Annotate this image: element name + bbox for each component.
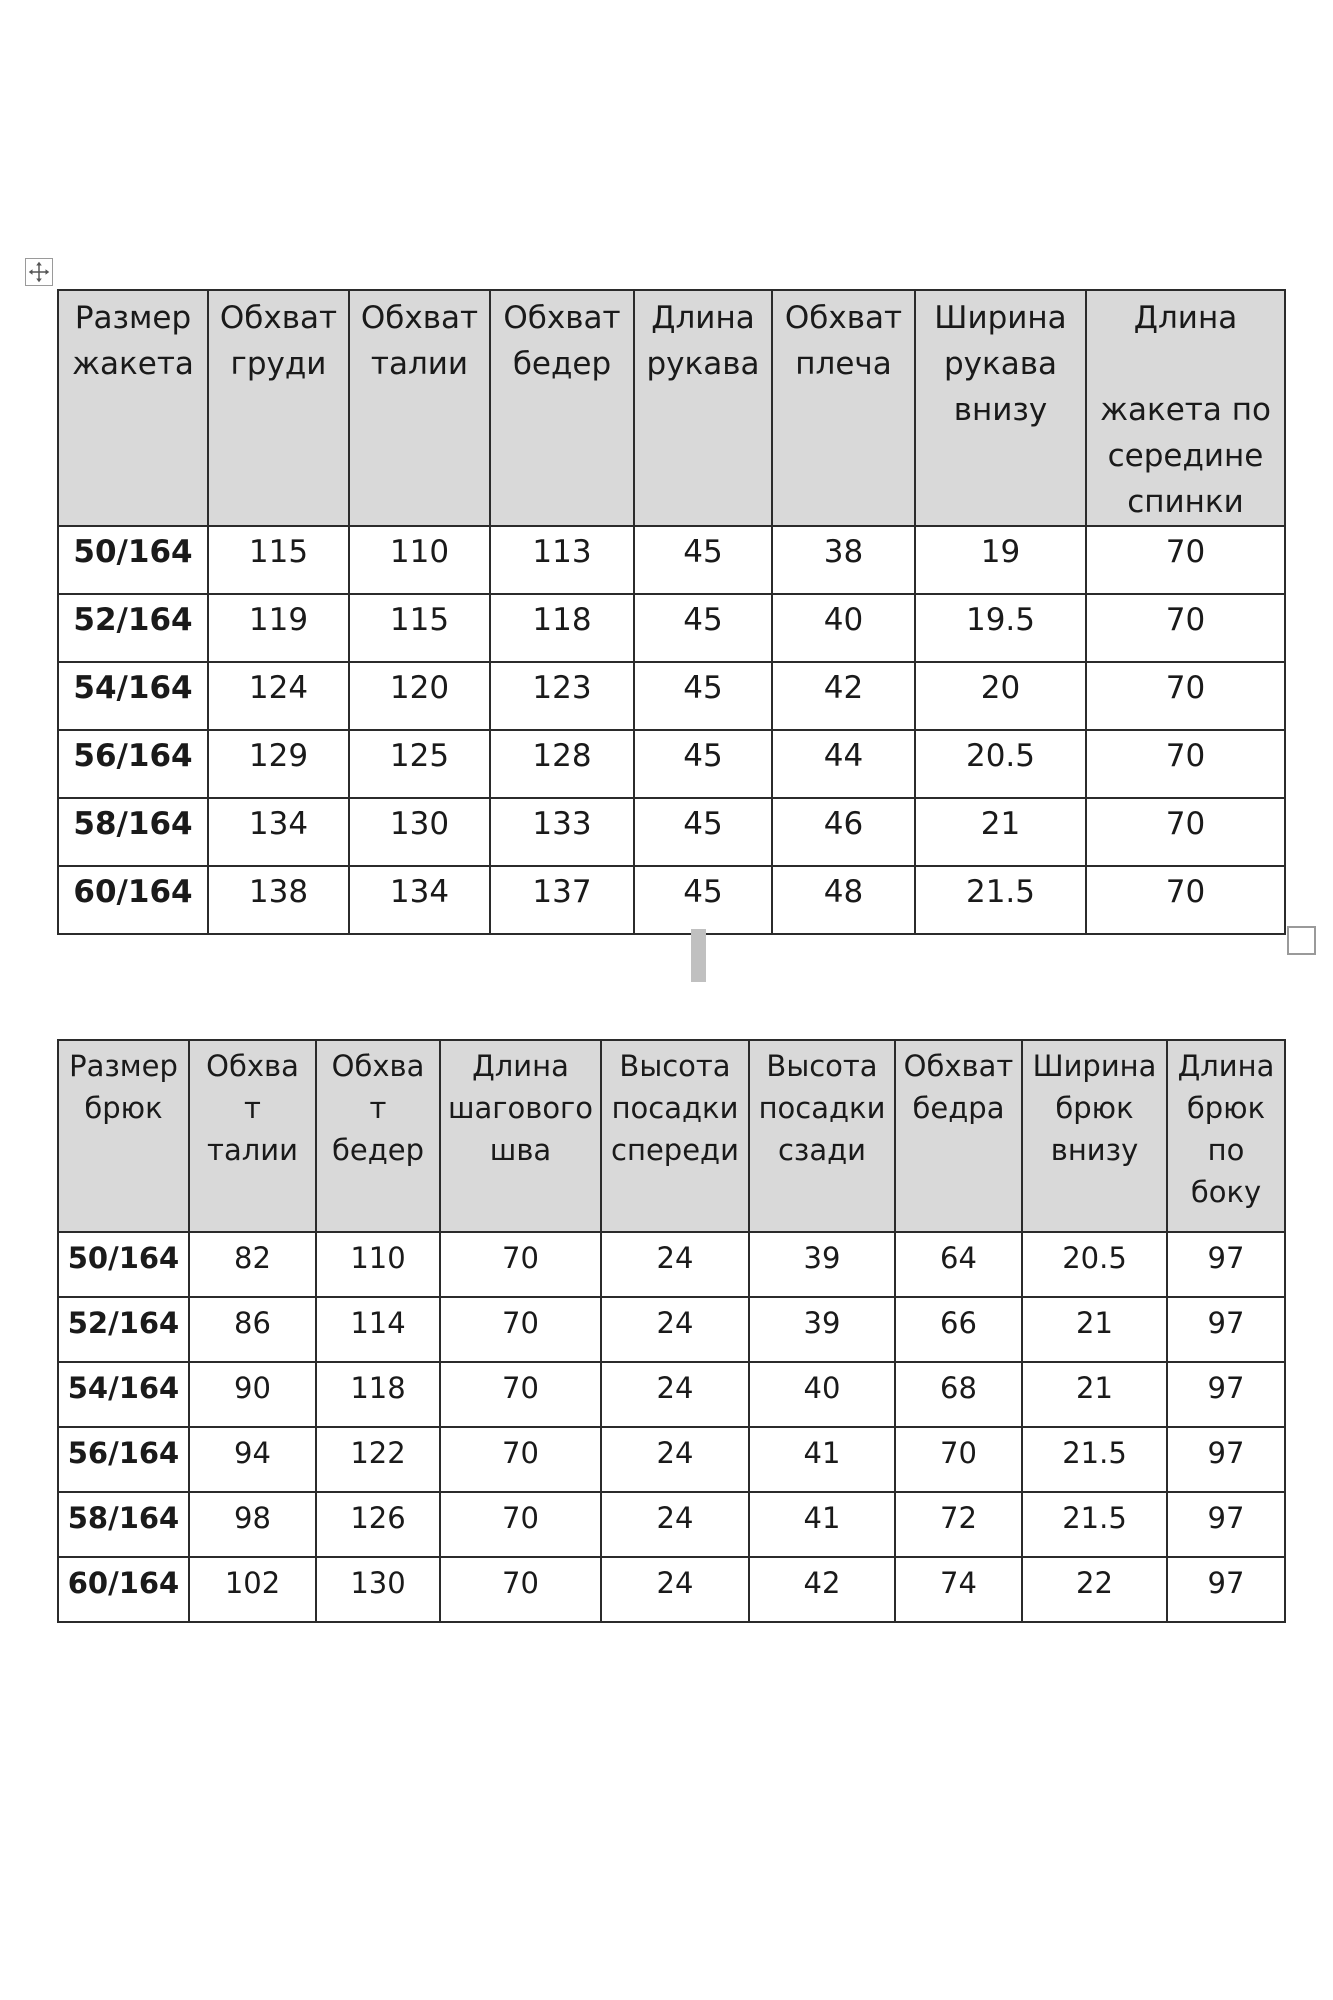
jacket-header-cell: Обхват плеча xyxy=(772,290,915,526)
trousers-size-table xyxy=(57,1039,1286,1623)
jacket-header-cell: Длина рукава xyxy=(634,290,772,526)
trousers-header-cell: Обхват бедра xyxy=(895,1040,1022,1232)
table-cell: 134 xyxy=(208,798,349,866)
table-cell: 45 xyxy=(634,798,772,866)
table-row xyxy=(58,866,1285,934)
table-cell: 70 xyxy=(1086,866,1285,934)
jacket-header-cell: Обхват бедер xyxy=(490,290,634,526)
table-cell: 98 xyxy=(189,1492,316,1557)
table-cell: 40 xyxy=(749,1362,895,1427)
table-cell: 113 xyxy=(490,526,634,594)
trousers-header-cell: Обхва т талии xyxy=(189,1040,316,1232)
table-cell: 66 xyxy=(895,1297,1022,1362)
table-cell: 97 xyxy=(1167,1427,1285,1492)
table-cell: 48 xyxy=(772,866,915,934)
table-cell: 120 xyxy=(349,662,490,730)
table-cell: 97 xyxy=(1167,1297,1285,1362)
table-cell: 41 xyxy=(749,1427,895,1492)
table-cell: 24 xyxy=(601,1362,749,1427)
table-row xyxy=(58,730,1285,798)
jacket-header-cell: Обхват груди xyxy=(208,290,349,526)
table-cell: 45 xyxy=(634,594,772,662)
table-cell: 119 xyxy=(208,594,349,662)
table-cell: 70 xyxy=(1086,730,1285,798)
table-cell: 19.5 xyxy=(915,594,1086,662)
table-cell: 41 xyxy=(749,1492,895,1557)
jacket-size-table xyxy=(57,289,1286,935)
trousers-header-cell: Высота посадки сзади xyxy=(749,1040,895,1232)
table-cell: 45 xyxy=(634,730,772,798)
table-cell: 24 xyxy=(601,1557,749,1622)
table-cell: 24 xyxy=(601,1232,749,1297)
table-cell: 70 xyxy=(1086,798,1285,866)
table-cell: 70 xyxy=(440,1232,601,1297)
jacket-header-cell: Размер жакета xyxy=(58,290,208,526)
table-cell: 125 xyxy=(349,730,490,798)
text-cursor xyxy=(691,929,706,982)
table-cell: 39 xyxy=(749,1232,895,1297)
table-cell: 118 xyxy=(316,1362,440,1427)
table-cell: 70 xyxy=(440,1557,601,1622)
table-cell: 64 xyxy=(895,1232,1022,1297)
table-cell: 115 xyxy=(349,594,490,662)
size-cell: 58/164 xyxy=(58,798,208,866)
table-cell: 22 xyxy=(1022,1557,1167,1622)
table-cell: 70 xyxy=(440,1362,601,1427)
size-cell: 58/164 xyxy=(58,1492,189,1557)
table-cell: 21 xyxy=(1022,1362,1167,1427)
size-cell: 50/164 xyxy=(58,526,208,594)
table-cell: 68 xyxy=(895,1362,1022,1427)
table-cell: 20 xyxy=(915,662,1086,730)
table-cell: 97 xyxy=(1167,1492,1285,1557)
table-cell: 44 xyxy=(772,730,915,798)
table-cell: 130 xyxy=(349,798,490,866)
table-cell: 86 xyxy=(189,1297,316,1362)
table-cell: 38 xyxy=(772,526,915,594)
trousers-header-row xyxy=(58,1040,1285,1232)
table-row xyxy=(58,1362,1285,1427)
table-cell: 24 xyxy=(601,1297,749,1362)
trousers-header-cell: Длина шагового шва xyxy=(440,1040,601,1232)
table-cell: 137 xyxy=(490,866,634,934)
table-cell: 70 xyxy=(1086,526,1285,594)
table-cell: 122 xyxy=(316,1427,440,1492)
size-cell: 52/164 xyxy=(58,1297,189,1362)
table-cell: 72 xyxy=(895,1492,1022,1557)
trousers-header-cell: Размер брюк xyxy=(58,1040,189,1232)
table-cell: 45 xyxy=(634,662,772,730)
table-move-handle-icon[interactable] xyxy=(25,258,53,286)
table-cell: 42 xyxy=(749,1557,895,1622)
table-cell: 39 xyxy=(749,1297,895,1362)
table-cell: 70 xyxy=(440,1297,601,1362)
table-cell: 20.5 xyxy=(915,730,1086,798)
table-row xyxy=(58,1232,1285,1297)
table-cell: 133 xyxy=(490,798,634,866)
table-cell: 82 xyxy=(189,1232,316,1297)
table-row xyxy=(58,1427,1285,1492)
table-cell: 42 xyxy=(772,662,915,730)
table-cell: 115 xyxy=(208,526,349,594)
table-cell: 110 xyxy=(316,1232,440,1297)
table-cell: 129 xyxy=(208,730,349,798)
table-cell: 24 xyxy=(601,1492,749,1557)
table-cell: 70 xyxy=(440,1492,601,1557)
table-cell: 114 xyxy=(316,1297,440,1362)
table-cell: 21.5 xyxy=(1022,1492,1167,1557)
table-cell: 21 xyxy=(1022,1297,1167,1362)
table-row xyxy=(58,662,1285,730)
table-cell: 19 xyxy=(915,526,1086,594)
size-cell: 54/164 xyxy=(58,662,208,730)
trousers-header-cell: Ширина брюк внизу xyxy=(1022,1040,1167,1232)
table-cell: 21.5 xyxy=(1022,1427,1167,1492)
table-cell: 40 xyxy=(772,594,915,662)
size-cell: 52/164 xyxy=(58,594,208,662)
size-cell: 56/164 xyxy=(58,1427,189,1492)
table-cell: 128 xyxy=(490,730,634,798)
table-resize-handle-icon[interactable] xyxy=(1287,926,1316,955)
table-row xyxy=(58,594,1285,662)
table-cell: 118 xyxy=(490,594,634,662)
table-cell: 97 xyxy=(1167,1362,1285,1427)
table-cell: 138 xyxy=(208,866,349,934)
trousers-header-cell: Обхва т бедер xyxy=(316,1040,440,1232)
table-cell: 46 xyxy=(772,798,915,866)
table-cell: 21 xyxy=(915,798,1086,866)
table-cell: 102 xyxy=(189,1557,316,1622)
table-cell: 130 xyxy=(316,1557,440,1622)
table-cell: 97 xyxy=(1167,1232,1285,1297)
trousers-header-cell: Длина брюк по боку xyxy=(1167,1040,1285,1232)
table-cell: 124 xyxy=(208,662,349,730)
table-row xyxy=(58,1492,1285,1557)
table-cell: 134 xyxy=(349,866,490,934)
table-cell: 94 xyxy=(189,1427,316,1492)
jacket-header-cell: Длина жакета по середине спинки xyxy=(1086,290,1285,526)
table-cell: 70 xyxy=(1086,594,1285,662)
table-cell: 45 xyxy=(634,526,772,594)
size-cell: 54/164 xyxy=(58,1362,189,1427)
table-cell: 97 xyxy=(1167,1557,1285,1622)
size-cell: 56/164 xyxy=(58,730,208,798)
jacket-header-cell: Обхват талии xyxy=(349,290,490,526)
trousers-header-cell: Высота посадки спереди xyxy=(601,1040,749,1232)
table-row xyxy=(58,1557,1285,1622)
table-cell: 21.5 xyxy=(915,866,1086,934)
table-row xyxy=(58,526,1285,594)
table-cell: 74 xyxy=(895,1557,1022,1622)
table-cell: 24 xyxy=(601,1427,749,1492)
jacket-header-cell: Ширина рукава внизу xyxy=(915,290,1086,526)
jacket-header-row xyxy=(58,290,1285,526)
table-row xyxy=(58,798,1285,866)
table-cell: 90 xyxy=(189,1362,316,1427)
table-cell: 20.5 xyxy=(1022,1232,1167,1297)
table-cell: 123 xyxy=(490,662,634,730)
size-cell: 50/164 xyxy=(58,1232,189,1297)
table-cell: 110 xyxy=(349,526,490,594)
size-cell: 60/164 xyxy=(58,866,208,934)
table-row xyxy=(58,1297,1285,1362)
size-cell: 60/164 xyxy=(58,1557,189,1622)
table-cell: 45 xyxy=(634,866,772,934)
table-cell: 70 xyxy=(440,1427,601,1492)
table-cell: 70 xyxy=(1086,662,1285,730)
table-cell: 126 xyxy=(316,1492,440,1557)
table-cell: 70 xyxy=(895,1427,1022,1492)
